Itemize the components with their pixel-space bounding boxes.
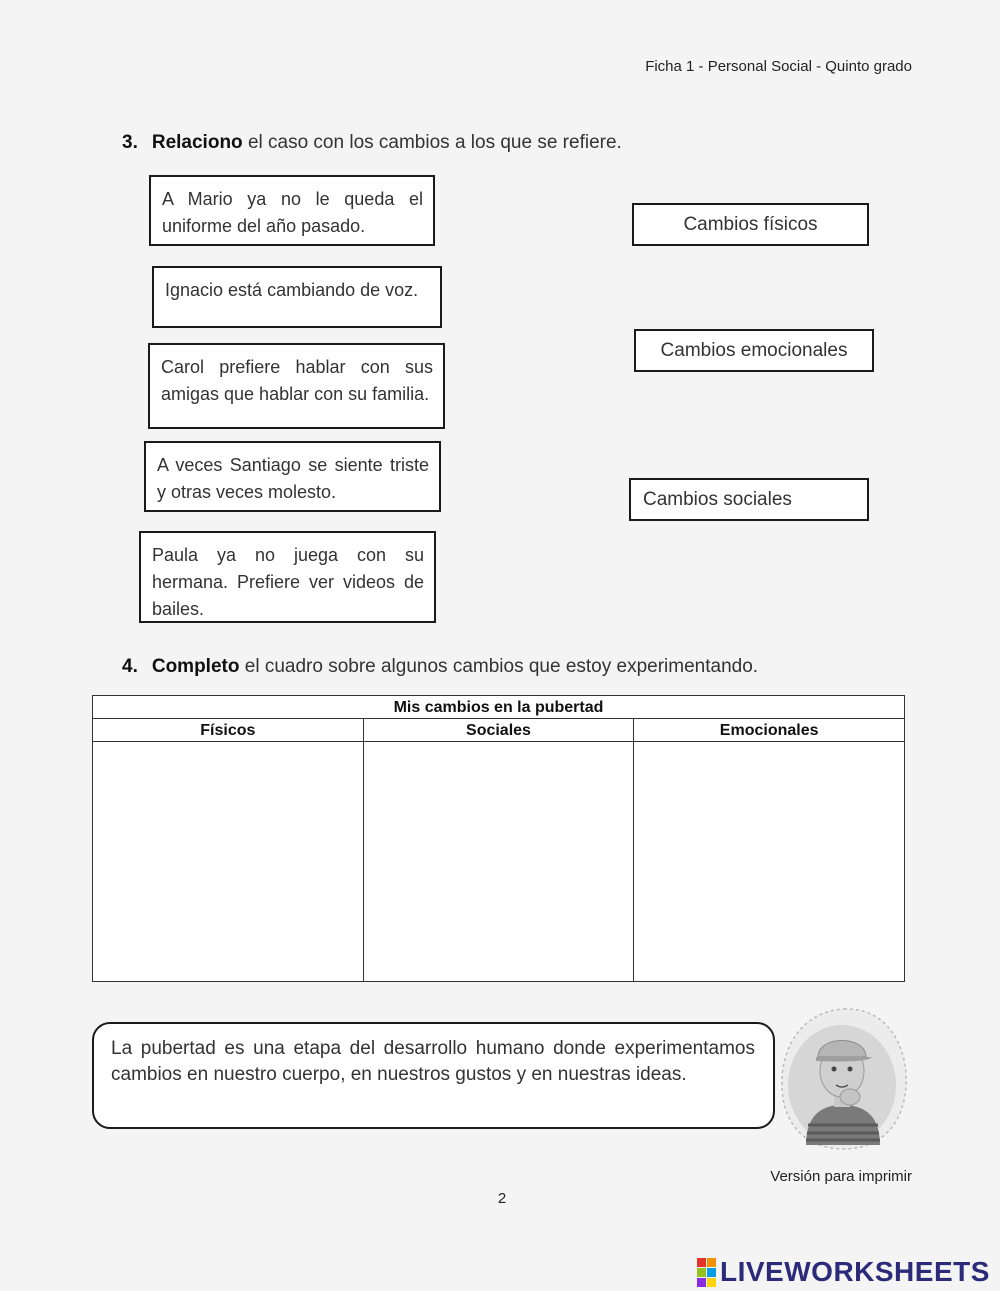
case-box-paula[interactable] bbox=[139, 531, 436, 623]
answer-cell-fisicos[interactable] bbox=[93, 742, 364, 982]
case-box-santiago[interactable] bbox=[144, 441, 441, 512]
case-box-mario[interactable] bbox=[149, 175, 435, 246]
category-sociales[interactable] bbox=[629, 478, 869, 521]
info-box bbox=[92, 1022, 775, 1129]
case-box-carol[interactable] bbox=[148, 343, 445, 429]
liveworksheets-brand[interactable] bbox=[697, 1256, 990, 1288]
category-emocionales[interactable] bbox=[634, 329, 874, 372]
answer-cell-sociales[interactable] bbox=[363, 742, 634, 982]
case-text: A Mario ya no le queda el uniforme del año pasado. bbox=[162, 189, 423, 236]
case-box-ignacio[interactable] bbox=[152, 266, 442, 328]
question-4-number: 4. bbox=[122, 656, 138, 677]
page-header: Ficha 1 - Personal Social - Quinto grado bbox=[645, 58, 912, 75]
column-header-fisicos: Físicos bbox=[93, 719, 364, 742]
case-text: A veces Santiago se siente triste y otras veces molesto. bbox=[157, 455, 429, 502]
page-number: 2 bbox=[497, 1190, 507, 1207]
column-header-sociales: Sociales bbox=[363, 719, 634, 742]
case-text: Ignacio está cambiando de voz. bbox=[165, 280, 419, 300]
question-4-keyword: Completo bbox=[151, 656, 240, 677]
case-text: Carol prefiere hablar con sus amigas que hablar con su familia. bbox=[161, 357, 433, 404]
column-header-emocionales: Emocionales bbox=[634, 719, 905, 742]
info-text: La pubertad es una etapa del desarrollo humano donde experimentamos cambios en nuestro cuerpo, en nuestros gustos y en nuestras ideas. bbox=[111, 1038, 755, 1085]
liveworksheets-logo-icon bbox=[697, 1258, 716, 1287]
question-4 bbox=[122, 656, 758, 678]
category-label: Cambios sociales bbox=[643, 488, 792, 510]
changes-table bbox=[92, 695, 905, 982]
question-3-text: el caso con los cambios a los que se refiere. bbox=[242, 132, 622, 153]
print-version-note: Versión para imprimir bbox=[770, 1168, 912, 1185]
question-4-text: el cuadro sobre algunos cambios que estoy experimentando. bbox=[239, 656, 759, 677]
question-3-number: 3. bbox=[122, 132, 138, 153]
question-3-keyword: Relaciono bbox=[151, 132, 243, 153]
table-title: Mis cambios en la pubertad bbox=[93, 696, 905, 719]
category-label: Cambios físicos bbox=[683, 213, 818, 235]
category-label: Cambios emocionales bbox=[660, 339, 848, 361]
boy-illustration bbox=[776, 1005, 912, 1153]
case-text: Paula ya no juega con su hermana. Prefiere ver videos de bailes. bbox=[152, 545, 424, 619]
question-3 bbox=[122, 132, 622, 154]
brand-name: LIVEWORKSHEETS bbox=[720, 1256, 990, 1287]
category-fisicos[interactable] bbox=[632, 203, 869, 246]
answer-cell-emocionales[interactable] bbox=[634, 742, 905, 982]
